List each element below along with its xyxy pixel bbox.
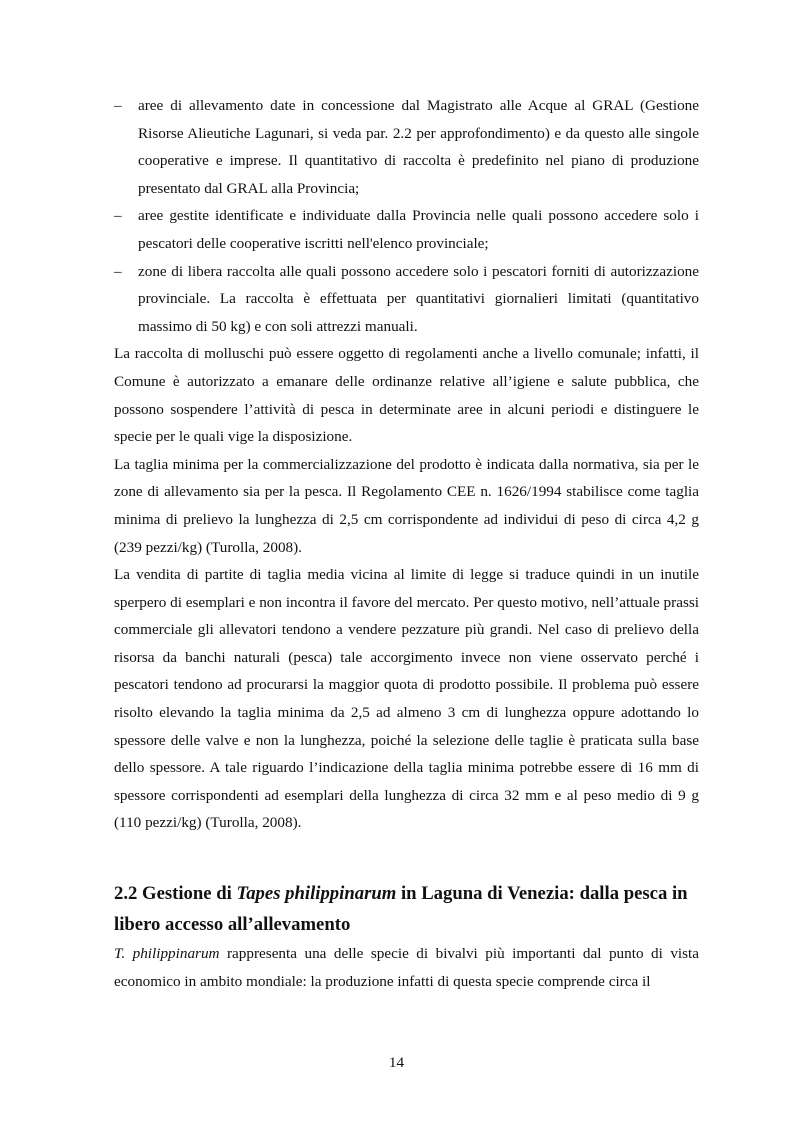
list-item	[114, 258, 699, 341]
page-number: 14	[388, 1054, 405, 1071]
dash-marker: –	[114, 262, 122, 280]
intro-species: T. philippinarum	[114, 945, 220, 963]
section-heading-prefix: 2.2 Gestione di	[114, 883, 237, 905]
list-item	[114, 92, 699, 202]
page-content	[114, 92, 699, 995]
paragraph-market: La vendita di partite di taglia media vicina al limite di legge si traduce quindi in un inutile sperpero di esemplari e non incontra il favore del mercato. Per questo motivo, nell’attuale prassi commerciale gli allevatori tendono a vendere pezzature più grandi. Nel caso di prelievo della risorsa da banchi naturali (pesca) tale accorgimento invece non viene osservato perché i pescatori tendono ad procurarsi la maggior quota di prodotto possibile. Il problema può essere risolto elevando la taglia minima da 2,5 ad almeno 3 cm di lunghezza oppure adottando lo spessore delle valve e non la lunghezza, poiché la selezione delle taglie è praticata sulla base dello spessore. A tale riguardo l’indicazione della taglia minima potrebbe essere di 16 mm di spessore corrispondenti ad esemplari della lunghezza di circa 32 mm e al peso medio di 9 g (110 pezzi/kg) (Turolla, 2008).	[114, 566, 699, 832]
dash-marker: –	[114, 97, 122, 114]
dash-marker: –	[114, 207, 122, 225]
list-item-text: aree gestite identificate e individuate dalla Provincia nelle quali possono accedere solo i pescatori delle cooperative iscritti nell'elenco provinciale;	[138, 207, 699, 252]
paragraph-minimum-size: La taglia minima per la commercializzazione del prodotto è indicata dalla normativa, sia per le zone di allevamento sia per la pesca. Il Regolamento CEE n. 1626/1994 stabilisce come taglia minima di prelievo la lunghezza di 2,5 cm corrispondente ad individui di peso di circa 4,2 g (239 pezzi/kg) (Turolla, 2008).	[114, 455, 699, 556]
section-heading-rest: in Laguna di Venezia: dalla pesca in libero accesso all’allevamento	[114, 883, 688, 936]
bullet-list	[114, 92, 699, 340]
list-item-text: aree di allevamento date in concessione dal Magistrato alle Acque al GRAL (Gestione Risorse Alieutiche Lagunari, si veda par. 2.2 per approfondimento) e da questo alle singole cooperative e imprese. Il quantitativo di raccolta è predefinito nel piano di produzione presentato dal GRAL alla Provincia;	[138, 97, 699, 197]
section-heading-species: Tapes philippinarum	[236, 883, 397, 905]
paragraph-regulations: La raccolta di molluschi può essere oggetto di regolamenti anche a livello comunale; infatti, il Comune è autorizzato a emanare delle ordinanze relative all’igiene e salute pubblica, che possono sospendere l’attività di pesca in determinate aree in alcuni periodi e distinguere le specie per le quali vige la disposizione.	[114, 345, 699, 446]
list-item-text: zone di libera raccolta alle quali possono accedere solo i pescatori forniti di autorizzazione provinciale. La raccolta è effettuata per quantitativi giornalieri limitati (quantitativo massimo di 50 kg) e con soli attrezzi manuali.	[138, 262, 699, 335]
intro-text: rappresenta una delle specie di bivalvi più importanti dal punto di vista economico in ambito mondiale: la produzione infatti di questa specie comprende circa il	[114, 945, 699, 990]
paragraph-intro	[114, 940, 699, 995]
list-item	[114, 202, 699, 257]
section-heading	[114, 878, 699, 940]
